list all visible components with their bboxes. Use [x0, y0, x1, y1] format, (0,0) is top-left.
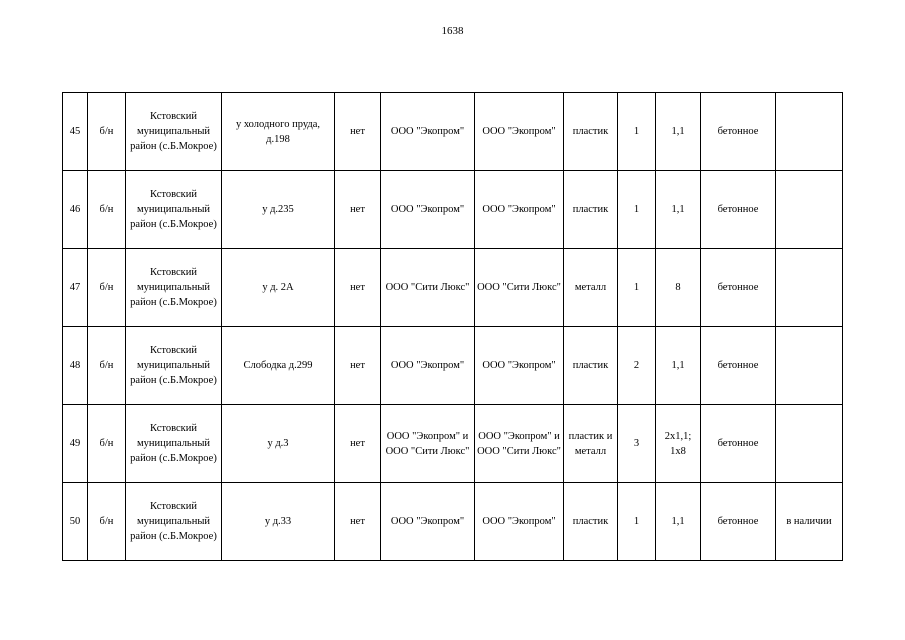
table-row [63, 405, 843, 483]
material-cell: пластик [564, 171, 618, 249]
district-cell: Кстовский муниципальный район (с.Б.Мокрое) [126, 171, 222, 249]
location-cell: у холодного пруда, д.198 [222, 93, 335, 171]
surface-cell: бетонное [701, 249, 776, 327]
note-cell [776, 171, 843, 249]
container-count-cell: 1 [618, 93, 656, 171]
table-row [63, 327, 843, 405]
volume-cell: 1,1 [656, 93, 701, 171]
volume-cell: 1,1 [656, 483, 701, 561]
material-cell: пластик [564, 483, 618, 561]
operator-cell: ООО "Экопром" и ООО "Сити Люкс" [475, 405, 564, 483]
owner-cell: ООО "Экопром" [381, 171, 475, 249]
container-count-cell: 1 [618, 171, 656, 249]
registry-number: б/н [88, 327, 126, 405]
material-cell: пластик [564, 93, 618, 171]
surface-cell: бетонное [701, 171, 776, 249]
owner-cell: ООО "Сити Люкс" [381, 249, 475, 327]
note-cell [776, 93, 843, 171]
note-cell: в наличии [776, 483, 843, 561]
district-cell: Кстовский муниципальный район (с.Б.Мокрое) [126, 405, 222, 483]
registry-number: б/н [88, 93, 126, 171]
container-count-cell: 1 [618, 483, 656, 561]
location-cell: Слободка д.299 [222, 327, 335, 405]
container-count-cell: 3 [618, 405, 656, 483]
location-cell: у д.33 [222, 483, 335, 561]
volume-cell: 1,1 [656, 171, 701, 249]
row-number: 50 [63, 483, 88, 561]
row-number: 45 [63, 93, 88, 171]
volume-cell: 1,1 [656, 327, 701, 405]
row-number: 49 [63, 405, 88, 483]
volume-cell: 2х1,1; 1х8 [656, 405, 701, 483]
note-cell [776, 249, 843, 327]
table-row [63, 93, 843, 171]
location-cell: у д.3 [222, 405, 335, 483]
owner-cell: ООО "Экопром" [381, 483, 475, 561]
operator-cell: ООО "Экопром" [475, 483, 564, 561]
table-row [63, 249, 843, 327]
registry-table [62, 92, 843, 561]
registry-number: б/н [88, 249, 126, 327]
container-count-cell: 1 [618, 249, 656, 327]
owner-cell: ООО "Экопром" и ООО "Сити Люкс" [381, 405, 475, 483]
status-cell: нет [335, 93, 381, 171]
district-cell: Кстовский муниципальный район (с.Б.Мокрое) [126, 483, 222, 561]
row-number: 46 [63, 171, 88, 249]
table-row [63, 483, 843, 561]
material-cell: металл [564, 249, 618, 327]
operator-cell: ООО "Экопром" [475, 93, 564, 171]
row-number: 47 [63, 249, 88, 327]
operator-cell: ООО "Экопром" [475, 327, 564, 405]
surface-cell: бетонное [701, 483, 776, 561]
registry-number: б/н [88, 405, 126, 483]
district-cell: Кстовский муниципальный район (с.Б.Мокрое) [126, 249, 222, 327]
status-cell: нет [335, 171, 381, 249]
status-cell: нет [335, 405, 381, 483]
note-cell [776, 405, 843, 483]
status-cell: нет [335, 327, 381, 405]
container-count-cell: 2 [618, 327, 656, 405]
material-cell: пластик [564, 327, 618, 405]
registry-number: б/н [88, 483, 126, 561]
owner-cell: ООО "Экопром" [381, 93, 475, 171]
location-cell: у д.235 [222, 171, 335, 249]
surface-cell: бетонное [701, 405, 776, 483]
row-number: 48 [63, 327, 88, 405]
surface-cell: бетонное [701, 327, 776, 405]
district-cell: Кстовский муниципальный район (с.Б.Мокрое) [126, 327, 222, 405]
note-cell [776, 327, 843, 405]
district-cell: Кстовский муниципальный район (с.Б.Мокрое) [126, 93, 222, 171]
material-cell: пластик и металл [564, 405, 618, 483]
owner-cell: ООО "Экопром" [381, 327, 475, 405]
surface-cell: бетонное [701, 93, 776, 171]
page-number: 1638 [441, 25, 464, 37]
location-cell: у д. 2А [222, 249, 335, 327]
volume-cell: 8 [656, 249, 701, 327]
registry-number: б/н [88, 171, 126, 249]
table-row [63, 171, 843, 249]
status-cell: нет [335, 483, 381, 561]
operator-cell: ООО "Сити Люкс" [475, 249, 564, 327]
status-cell: нет [335, 249, 381, 327]
operator-cell: ООО "Экопром" [475, 171, 564, 249]
